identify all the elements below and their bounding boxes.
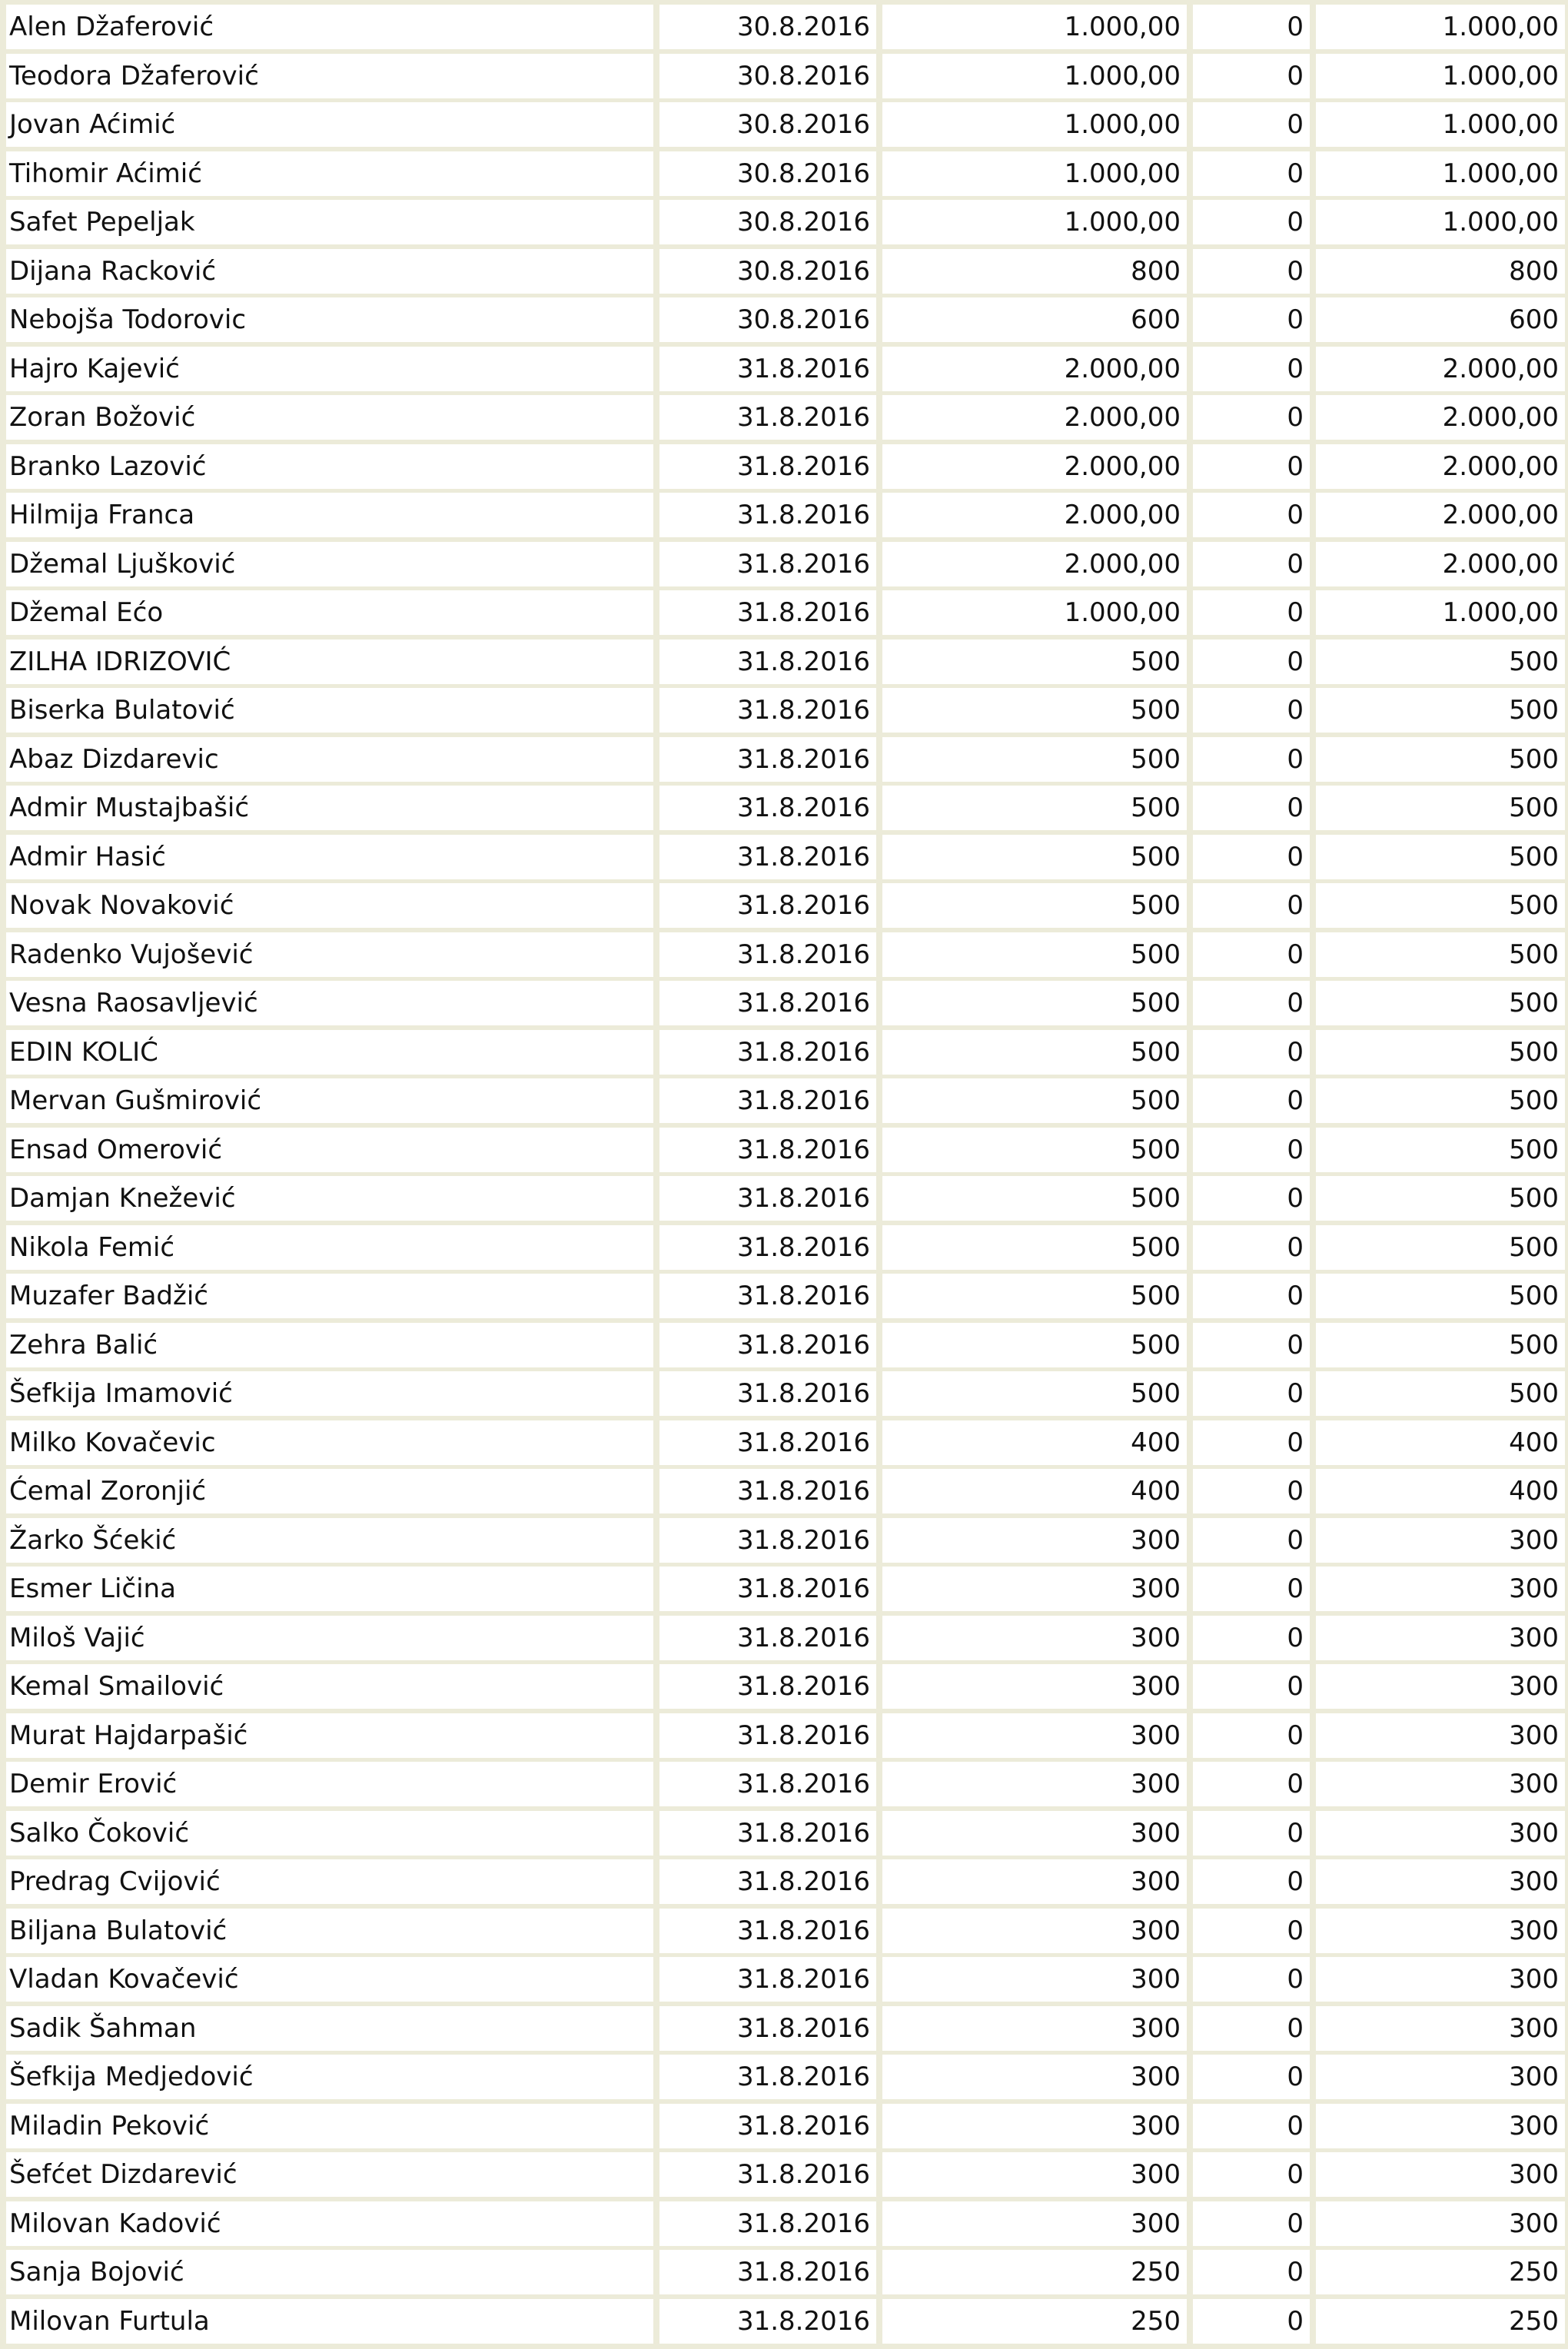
name-cell: Salko Čoković <box>6 1811 653 1856</box>
table-row <box>0 688 1568 733</box>
total-cell: 500 <box>1316 932 1565 977</box>
date-cell: 31.8.2016 <box>659 737 876 782</box>
amount-cell: 300 <box>882 1616 1187 1660</box>
total-cell: 300 <box>1316 2006 1565 2051</box>
zero-cell: 0 <box>1193 590 1310 635</box>
date-cell: 31.8.2016 <box>659 1420 876 1465</box>
table-row <box>0 395 1568 440</box>
total-cell: 300 <box>1316 1909 1565 1953</box>
amount-cell: 500 <box>882 932 1187 977</box>
zero-cell: 0 <box>1193 2055 1310 2099</box>
zero-cell: 0 <box>1193 2250 1310 2294</box>
zero-cell: 0 <box>1193 1323 1310 1367</box>
amount-cell: 500 <box>882 737 1187 782</box>
name-cell: Sadik Šahman <box>6 2006 653 2051</box>
table-row <box>0 786 1568 830</box>
table-row <box>0 1567 1568 1611</box>
amount-cell: 600 <box>882 297 1187 342</box>
amount-cell: 500 <box>882 786 1187 830</box>
date-cell: 31.8.2016 <box>659 1811 876 1856</box>
zero-cell: 0 <box>1193 688 1310 733</box>
table-row <box>0 1323 1568 1367</box>
zero-cell: 0 <box>1193 1469 1310 1513</box>
zero-cell: 0 <box>1193 1078 1310 1123</box>
date-cell: 31.8.2016 <box>659 542 876 586</box>
name-cell: Šefkija Imamović <box>6 1371 653 1416</box>
zero-cell: 0 <box>1193 1030 1310 1075</box>
name-cell: Admir Hasić <box>6 835 653 879</box>
amount-cell: 1.000,00 <box>882 5 1187 49</box>
name-cell: Damjan Knežević <box>6 1176 653 1221</box>
table-row <box>0 737 1568 782</box>
total-cell: 1.000,00 <box>1316 590 1565 635</box>
name-cell: Hilmija Franca <box>6 493 653 537</box>
total-cell: 400 <box>1316 1420 1565 1465</box>
zero-cell: 0 <box>1193 1616 1310 1660</box>
total-cell: 300 <box>1316 1762 1565 1806</box>
table-row <box>0 1274 1568 1318</box>
total-cell: 300 <box>1316 1859 1565 1904</box>
zero-cell: 0 <box>1193 883 1310 928</box>
amount-cell: 2.000,00 <box>882 347 1187 391</box>
date-cell: 31.8.2016 <box>659 1518 876 1563</box>
total-cell: 300 <box>1316 1713 1565 1758</box>
name-cell: Hajro Kajević <box>6 347 653 391</box>
table-row <box>0 1030 1568 1075</box>
total-cell: 300 <box>1316 1664 1565 1709</box>
name-cell: Dijana Racković <box>6 249 653 294</box>
amount-cell: 300 <box>882 1518 1187 1563</box>
total-cell: 2.000,00 <box>1316 395 1565 440</box>
table-row <box>0 1128 1568 1172</box>
date-cell: 31.8.2016 <box>659 1176 876 1221</box>
table-row <box>0 2299 1568 2344</box>
amount-cell: 1.000,00 <box>882 54 1187 98</box>
name-cell: Šefćet Dizdarević <box>6 2152 653 2197</box>
date-cell: 31.8.2016 <box>659 1762 876 1806</box>
amount-cell: 300 <box>882 1957 1187 2002</box>
table-row <box>0 5 1568 49</box>
total-cell: 300 <box>1316 1518 1565 1563</box>
amount-cell: 500 <box>882 883 1187 928</box>
total-cell: 500 <box>1316 1078 1565 1123</box>
date-cell: 31.8.2016 <box>659 786 876 830</box>
amount-cell: 300 <box>882 1811 1187 1856</box>
date-cell: 31.8.2016 <box>659 1616 876 1660</box>
table-row <box>0 981 1568 1025</box>
zero-cell: 0 <box>1193 2299 1310 2344</box>
table-row <box>0 1225 1568 1270</box>
zero-cell: 0 <box>1193 54 1310 98</box>
date-cell: 31.8.2016 <box>659 2152 876 2197</box>
name-cell: Esmer Ličina <box>6 1567 653 1611</box>
name-cell: Murat Hajdarpašić <box>6 1713 653 1758</box>
zero-cell: 0 <box>1193 835 1310 879</box>
table-row <box>0 2055 1568 2099</box>
zero-cell: 0 <box>1193 249 1310 294</box>
amount-cell: 250 <box>882 2299 1187 2344</box>
date-cell: 30.8.2016 <box>659 249 876 294</box>
zero-cell: 0 <box>1193 493 1310 537</box>
amount-cell: 500 <box>882 835 1187 879</box>
amount-cell: 500 <box>882 1371 1187 1416</box>
name-cell: Jovan Aćimić <box>6 102 653 147</box>
total-cell: 500 <box>1316 1030 1565 1075</box>
zero-cell: 0 <box>1193 542 1310 586</box>
table-row <box>0 1762 1568 1806</box>
table-row <box>0 1176 1568 1221</box>
table-row <box>0 493 1568 537</box>
total-cell: 500 <box>1316 1225 1565 1270</box>
amount-cell: 300 <box>882 1762 1187 1806</box>
amount-cell: 1.000,00 <box>882 102 1187 147</box>
amount-cell: 500 <box>882 1030 1187 1075</box>
date-cell: 31.8.2016 <box>659 1664 876 1709</box>
name-cell: Abaz Dizdarevic <box>6 737 653 782</box>
name-cell: Žarko Šćekić <box>6 1518 653 1563</box>
name-cell: Branko Lazović <box>6 444 653 489</box>
table-row <box>0 2201 1568 2246</box>
name-cell: Nebojša Todorovic <box>6 297 653 342</box>
zero-cell: 0 <box>1193 297 1310 342</box>
amount-cell: 500 <box>882 688 1187 733</box>
zero-cell: 0 <box>1193 1811 1310 1856</box>
table-row <box>0 883 1568 928</box>
amount-cell: 500 <box>882 1225 1187 1270</box>
date-cell: 30.8.2016 <box>659 5 876 49</box>
table-row <box>0 1664 1568 1709</box>
date-cell: 31.8.2016 <box>659 1469 876 1513</box>
name-cell: Admir Mustajbašić <box>6 786 653 830</box>
zero-cell: 0 <box>1193 1859 1310 1904</box>
name-cell: Mervan Gušmirović <box>6 1078 653 1123</box>
zero-cell: 0 <box>1193 2104 1310 2148</box>
zero-cell: 0 <box>1193 1274 1310 1318</box>
zero-cell: 0 <box>1193 151 1310 196</box>
amount-cell: 300 <box>882 1664 1187 1709</box>
date-cell: 31.8.2016 <box>659 1859 876 1904</box>
total-cell: 500 <box>1316 1128 1565 1172</box>
table-row <box>0 249 1568 294</box>
date-cell: 30.8.2016 <box>659 151 876 196</box>
table-row <box>0 1957 1568 2002</box>
amount-cell: 300 <box>882 1909 1187 1953</box>
zero-cell: 0 <box>1193 1664 1310 1709</box>
name-cell: Biserka Bulatović <box>6 688 653 733</box>
amount-cell: 2.000,00 <box>882 444 1187 489</box>
name-cell: Nikola Femić <box>6 1225 653 1270</box>
zero-cell: 0 <box>1193 395 1310 440</box>
name-cell: Milovan Kadović <box>6 2201 653 2246</box>
total-cell: 500 <box>1316 640 1565 684</box>
total-cell: 300 <box>1316 1811 1565 1856</box>
total-cell: 1.000,00 <box>1316 200 1565 244</box>
date-cell: 30.8.2016 <box>659 200 876 244</box>
amount-cell: 2.000,00 <box>882 395 1187 440</box>
total-cell: 500 <box>1316 688 1565 733</box>
zero-cell: 0 <box>1193 1713 1310 1758</box>
amount-cell: 2.000,00 <box>882 542 1187 586</box>
total-cell: 2.000,00 <box>1316 347 1565 391</box>
table-row <box>0 102 1568 147</box>
name-cell: Milovan Furtula <box>6 2299 653 2344</box>
date-cell: 31.8.2016 <box>659 444 876 489</box>
zero-cell: 0 <box>1193 1567 1310 1611</box>
table-row <box>0 1371 1568 1416</box>
date-cell: 30.8.2016 <box>659 102 876 147</box>
table-row <box>0 1420 1568 1465</box>
total-cell: 300 <box>1316 1616 1565 1660</box>
total-cell: 1.000,00 <box>1316 5 1565 49</box>
zero-cell: 0 <box>1193 1128 1310 1172</box>
total-cell: 500 <box>1316 1371 1565 1416</box>
date-cell: 31.8.2016 <box>659 2299 876 2344</box>
name-cell: Kemal Smailović <box>6 1664 653 1709</box>
date-cell: 31.8.2016 <box>659 932 876 977</box>
table-row <box>0 1518 1568 1563</box>
zero-cell: 0 <box>1193 786 1310 830</box>
name-cell: Novak Novaković <box>6 883 653 928</box>
total-cell: 300 <box>1316 1567 1565 1611</box>
date-cell: 31.8.2016 <box>659 688 876 733</box>
total-cell: 400 <box>1316 1469 1565 1513</box>
table-row <box>0 2250 1568 2294</box>
table-row <box>0 200 1568 244</box>
table-row <box>0 1078 1568 1123</box>
date-cell: 31.8.2016 <box>659 1567 876 1611</box>
zero-cell: 0 <box>1193 981 1310 1025</box>
zero-cell: 0 <box>1193 1957 1310 2002</box>
zero-cell: 0 <box>1193 102 1310 147</box>
date-cell: 31.8.2016 <box>659 2006 876 2051</box>
date-cell: 31.8.2016 <box>659 590 876 635</box>
name-cell: Teodora Džaferović <box>6 54 653 98</box>
amount-cell: 500 <box>882 640 1187 684</box>
name-cell: Zehra Balić <box>6 1323 653 1367</box>
date-cell: 31.8.2016 <box>659 2055 876 2099</box>
amount-cell: 800 <box>882 249 1187 294</box>
name-cell: Vesna Raosavljević <box>6 981 653 1025</box>
date-cell: 30.8.2016 <box>659 297 876 342</box>
name-cell: Džemal Ljušković <box>6 542 653 586</box>
date-cell: 31.8.2016 <box>659 2250 876 2294</box>
total-cell: 500 <box>1316 1323 1565 1367</box>
amount-cell: 300 <box>882 2152 1187 2197</box>
amount-cell: 400 <box>882 1469 1187 1513</box>
name-cell: Zoran Božović <box>6 395 653 440</box>
zero-cell: 0 <box>1193 2152 1310 2197</box>
name-cell: Tihomir Aćimić <box>6 151 653 196</box>
total-cell: 500 <box>1316 883 1565 928</box>
zero-cell: 0 <box>1193 640 1310 684</box>
table-row <box>0 2152 1568 2197</box>
total-cell: 2.000,00 <box>1316 444 1565 489</box>
date-cell: 31.8.2016 <box>659 981 876 1025</box>
total-cell: 2.000,00 <box>1316 493 1565 537</box>
table-row <box>0 151 1568 196</box>
total-cell: 500 <box>1316 737 1565 782</box>
date-cell: 31.8.2016 <box>659 2201 876 2246</box>
name-cell: Ćemal Zoronjić <box>6 1469 653 1513</box>
zero-cell: 0 <box>1193 2006 1310 2051</box>
amount-cell: 1.000,00 <box>882 590 1187 635</box>
table-row <box>0 1713 1568 1758</box>
total-cell: 1.000,00 <box>1316 54 1565 98</box>
date-cell: 31.8.2016 <box>659 1274 876 1318</box>
table-row <box>0 2104 1568 2148</box>
name-cell: Džemal Ećo <box>6 590 653 635</box>
table-row <box>0 54 1568 98</box>
name-cell: Ensad Omerović <box>6 1128 653 1172</box>
amount-cell: 500 <box>882 1323 1187 1367</box>
total-cell: 500 <box>1316 1176 1565 1221</box>
name-cell: Predrag Cvijović <box>6 1859 653 1904</box>
zero-cell: 0 <box>1193 932 1310 977</box>
date-cell: 31.8.2016 <box>659 640 876 684</box>
zero-cell: 0 <box>1193 1518 1310 1563</box>
total-cell: 250 <box>1316 2250 1565 2294</box>
amount-cell: 300 <box>882 2104 1187 2148</box>
name-cell: Safet Pepeljak <box>6 200 653 244</box>
zero-cell: 0 <box>1193 200 1310 244</box>
total-cell: 300 <box>1316 2201 1565 2246</box>
name-cell: Šefkija Medjedović <box>6 2055 653 2099</box>
total-cell: 300 <box>1316 1957 1565 2002</box>
amount-cell: 300 <box>882 1567 1187 1611</box>
amount-cell: 400 <box>882 1420 1187 1465</box>
total-cell: 250 <box>1316 2299 1565 2344</box>
table-row <box>0 444 1568 489</box>
table-row <box>0 2006 1568 2051</box>
date-cell: 31.8.2016 <box>659 395 876 440</box>
date-cell: 31.8.2016 <box>659 347 876 391</box>
name-cell: Radenko Vujošević <box>6 932 653 977</box>
total-cell: 500 <box>1316 786 1565 830</box>
total-cell: 500 <box>1316 1274 1565 1318</box>
date-cell: 31.8.2016 <box>659 1225 876 1270</box>
name-cell: Vladan Kovačević <box>6 1957 653 2002</box>
total-cell: 1.000,00 <box>1316 102 1565 147</box>
name-cell: ZILHA IDRIZOVIĆ <box>6 640 653 684</box>
zero-cell: 0 <box>1193 1225 1310 1270</box>
date-cell: 31.8.2016 <box>659 1713 876 1758</box>
amount-cell: 300 <box>882 1859 1187 1904</box>
total-cell: 500 <box>1316 835 1565 879</box>
zero-cell: 0 <box>1193 444 1310 489</box>
table-row <box>0 347 1568 391</box>
amount-cell: 500 <box>882 1128 1187 1172</box>
table-row <box>0 835 1568 879</box>
name-cell: EDIN KOLIĆ <box>6 1030 653 1075</box>
date-cell: 31.8.2016 <box>659 493 876 537</box>
name-cell: Miloš Vajić <box>6 1616 653 1660</box>
date-cell: 31.8.2016 <box>659 1128 876 1172</box>
amount-cell: 500 <box>882 1176 1187 1221</box>
amount-cell: 1.000,00 <box>882 200 1187 244</box>
amount-cell: 300 <box>882 1713 1187 1758</box>
amount-cell: 300 <box>882 2006 1187 2051</box>
total-cell: 800 <box>1316 249 1565 294</box>
zero-cell: 0 <box>1193 737 1310 782</box>
zero-cell: 0 <box>1193 1176 1310 1221</box>
date-cell: 31.8.2016 <box>659 883 876 928</box>
table-row <box>0 1909 1568 1953</box>
zero-cell: 0 <box>1193 347 1310 391</box>
table-row <box>0 542 1568 586</box>
total-cell: 300 <box>1316 2104 1565 2148</box>
name-cell: Milko Kovačevic <box>6 1420 653 1465</box>
amount-cell: 1.000,00 <box>882 151 1187 196</box>
amount-cell: 250 <box>882 2250 1187 2294</box>
amount-cell: 500 <box>882 1274 1187 1318</box>
zero-cell: 0 <box>1193 2201 1310 2246</box>
date-cell: 31.8.2016 <box>659 2104 876 2148</box>
name-cell: Sanja Bojović <box>6 2250 653 2294</box>
name-cell: Miladin Peković <box>6 2104 653 2148</box>
table-row <box>0 1859 1568 1904</box>
zero-cell: 0 <box>1193 5 1310 49</box>
table-row <box>0 1616 1568 1660</box>
amount-cell: 500 <box>882 981 1187 1025</box>
name-cell: Muzafer Badžić <box>6 1274 653 1318</box>
amount-cell: 2.000,00 <box>882 493 1187 537</box>
name-cell: Demir Erović <box>6 1762 653 1806</box>
date-cell: 31.8.2016 <box>659 1323 876 1367</box>
amount-cell: 500 <box>882 1078 1187 1123</box>
total-cell: 300 <box>1316 2055 1565 2099</box>
table-row <box>0 590 1568 635</box>
table-row <box>0 1469 1568 1513</box>
date-cell: 31.8.2016 <box>659 1909 876 1953</box>
table-row <box>0 640 1568 684</box>
zero-cell: 0 <box>1193 1762 1310 1806</box>
total-cell: 600 <box>1316 297 1565 342</box>
date-cell: 31.8.2016 <box>659 1957 876 2002</box>
date-cell: 31.8.2016 <box>659 1371 876 1416</box>
amount-cell: 300 <box>882 2055 1187 2099</box>
name-cell: Alen Džaferović <box>6 5 653 49</box>
zero-cell: 0 <box>1193 1909 1310 1953</box>
total-cell: 2.000,00 <box>1316 542 1565 586</box>
name-cell: Biljana Bulatović <box>6 1909 653 1953</box>
zero-cell: 0 <box>1193 1420 1310 1465</box>
date-cell: 31.8.2016 <box>659 835 876 879</box>
table-row <box>0 932 1568 977</box>
total-cell: 1.000,00 <box>1316 151 1565 196</box>
table-row <box>0 297 1568 342</box>
date-cell: 31.8.2016 <box>659 1030 876 1075</box>
table-row <box>0 1811 1568 1856</box>
date-cell: 31.8.2016 <box>659 1078 876 1123</box>
total-cell: 300 <box>1316 2152 1565 2197</box>
date-cell: 30.8.2016 <box>659 54 876 98</box>
total-cell: 500 <box>1316 981 1565 1025</box>
amount-cell: 300 <box>882 2201 1187 2246</box>
zero-cell: 0 <box>1193 1371 1310 1416</box>
